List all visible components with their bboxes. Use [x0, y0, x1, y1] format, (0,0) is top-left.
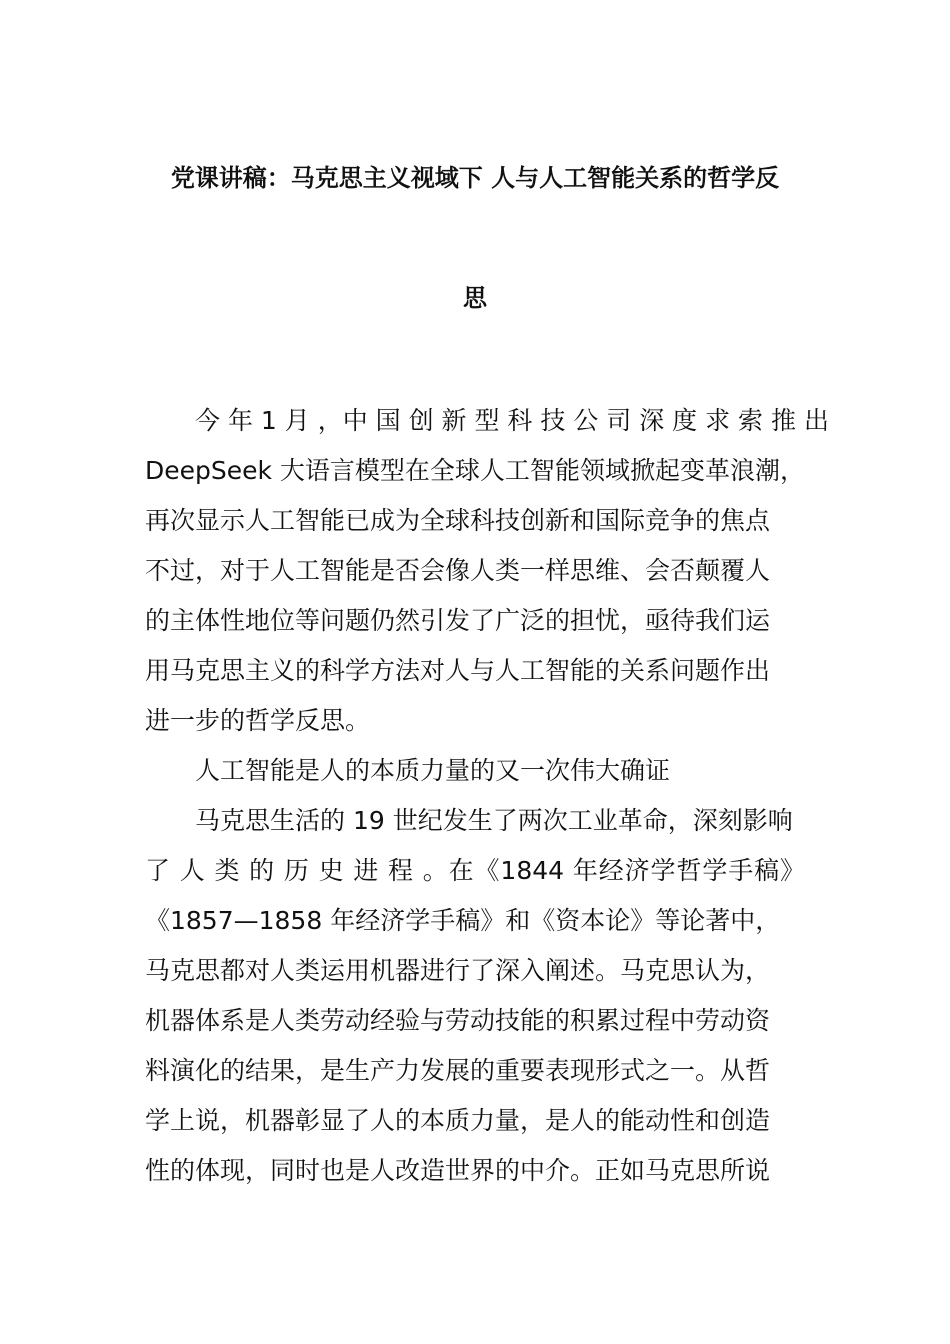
paragraph-1-line-6: 用马克思主义的科学方法对人与人工智能的关系问题作出 — [145, 656, 771, 685]
paragraph-2-line-4: 马克思都对人类运用机器进行了深入阐述。马克思认为， — [145, 956, 771, 985]
paragraph-1-line-7: 进一步的哲学反思。 — [145, 706, 371, 735]
paragraph-1-line-3: 再次显示人工智能已成为全球科技创新和国际竞争的焦点 — [145, 506, 771, 535]
paragraph-2-line-7: 学上说，机器彰显了人的本质力量，是人的能动性和创造 — [145, 1106, 771, 1135]
paragraph-2-line-2: 了 人 类 的 历 史 进 程 。在《1844 年经济学哲学手稿》 — [145, 856, 805, 885]
paragraph-1-line-4: 不过，对于人工智能是否会像人类一样思维、会否颠覆人 — [145, 556, 771, 585]
document-title-line-2: 思 — [463, 284, 487, 312]
document-title-line-1: 党课讲稿：马克思主义视域下 人与人工智能关系的哲学反 — [170, 164, 780, 192]
paragraph-1-line-2: DeepSeek 大语言模型在全球人工智能领域掀起变革浪潮， — [145, 456, 805, 485]
paragraph-2-line-8: 性的体现，同时也是人改造世界的中介。正如马克思所说 — [145, 1156, 771, 1185]
paragraph-2-line-5: 机器体系是人类劳动经验与劳动技能的积累过程中劳动资 — [145, 1006, 771, 1035]
paragraph-1-line-1: 今 年 1 月 ，中 国 创 新 型 科 技 公 司 深 度 求 索 推 出 — [195, 406, 829, 435]
paragraph-2-line-1: 马克思生活的 19 世纪发生了两次工业革命，深刻影响 — [195, 806, 793, 835]
paragraph-2-line-6: 料演化的结果，是生产力发展的重要表现形式之一。从哲 — [145, 1056, 771, 1085]
paragraph-1-line-5: 的主体性地位等问题仍然引发了广泛的担忧，亟待我们运 — [145, 606, 771, 635]
section-heading: 人工智能是人的本质力量的又一次伟大确证 — [195, 756, 671, 785]
paragraph-2-line-3: 《1857—1858 年经济学手稿》和《资本论》等论著中， — [145, 906, 781, 935]
